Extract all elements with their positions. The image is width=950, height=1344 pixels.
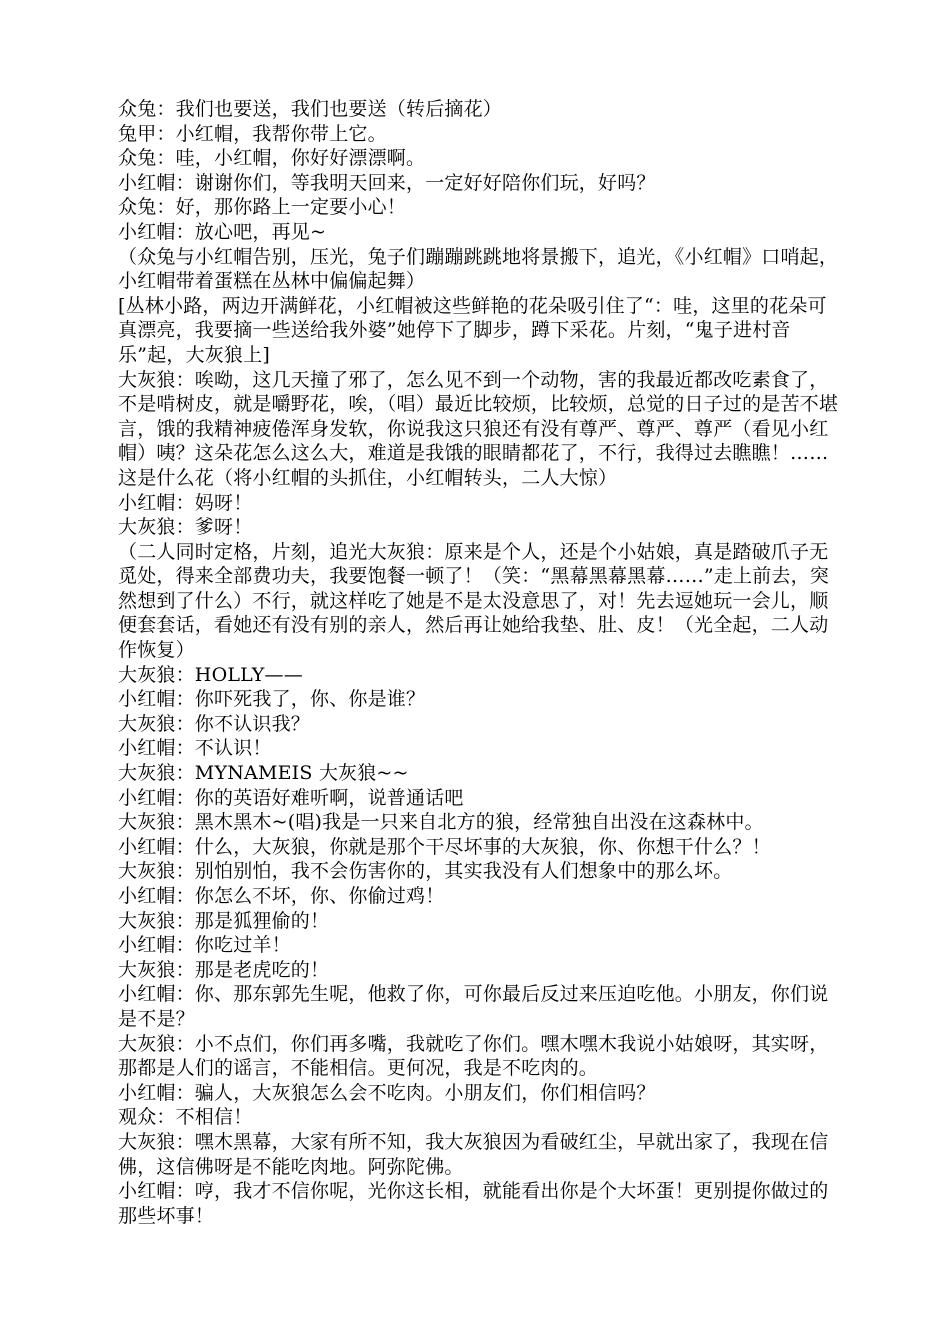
- stage-direction: （二人同时定格，片刻，追光大灰狼：原来是个人，还是个小姑娘，真是踏破爪子无觅处，得来全部费功夫，我要饱餐一顿了！（笑：“黑幕黑幕黑幕……”走上前去，突然想到了什么）不行，就这样吃了她是不是太没意思了，对！先去逗她玩一会儿，顺便套套话，看她还有没有别的亲人，然后再让她给我垫、肚、皮！（光全起，二人动作恢复）: [118, 540, 830, 662]
- dialogue-line: 兔甲：小红帽，我帮你带上它。: [118, 122, 387, 145]
- dialogue-line: 大灰狼：那是老虎吃的！: [118, 958, 330, 981]
- stage-direction: [丛林小路，两边开满鲜花，小红帽被这些鲜艳的花朵吸引住了“：哇，这里的花朵可真漂亮，我要摘一些送给我外婆”她停下了脚步，蹲下采花。片刻，“鬼子进村音乐”起，大灰狼上]: [118, 294, 827, 366]
- dialogue-line: 小红帽：你的英语好难听啊，说普通话吧: [118, 786, 464, 809]
- dialogue-line: 众兔：哇，小红帽，你好好漂漂啊。: [118, 147, 426, 170]
- dialogue-line: 大灰狼：你不认识我？: [118, 712, 311, 735]
- dialogue-line: 大灰狼：黑木黑木~(唱)我是一只来自北方的狼，经常独自出没在这森林中。: [118, 811, 764, 834]
- dialogue-line: 小红帽：你怎么不坏，你、你偷过鸡！: [118, 885, 445, 907]
- dialogue-line: 小红帽：不认识！: [118, 737, 272, 760]
- dialogue-line: 小红帽：你吓死我了，你、你是谁？: [118, 688, 426, 711]
- dialogue-line: 小红帽：骗人，大灰狼怎么会不吃肉。小朋友们，你们相信吗？: [118, 1081, 656, 1104]
- dialogue-line: 大灰狼：爹呀！: [118, 516, 253, 539]
- dialogue-line: 大灰狼：唉呦，这几天撞了邪了，怎么见不到一个动物，害的我最近都改吃素食了，不是啃树皮，就是嚼野花，唉，（唱）最近比较烦，比较烦，总觉的日子过的是苦不堪言，饿的我精神疲倦浑身发软，你说我这只狼还有没有尊严、尊严、尊严（看见小红帽）咦？这朵花怎么这么大，难道是我饿的眼睛都花了，不行，我得过去瞧瞧！……这是什么花（将小红帽的头抓住，小红帽转头，二人大惊）: [118, 368, 839, 489]
- dialogue-line: 小红帽：谢谢你们，等我明天回来，一定好好陪你们玩，好吗？: [118, 171, 656, 194]
- dialogue-line: 小红帽：什么，大灰狼，你就是那个干尽坏事的大灰狼，你、你想干什么？！: [118, 835, 771, 858]
- dialogue-line: 大灰狼：那是狐狸偷的！: [118, 909, 330, 932]
- dialogue-line: 小红帽：你吃过羊！: [118, 934, 291, 957]
- dialogue-line: 大灰狼：HOLLY——: [118, 663, 303, 686]
- dialogue-line: 大灰狼：MYNAMEIS 大灰狼~~: [118, 762, 409, 785]
- script-text: [118, 97, 840, 1228]
- dialogue-line: 小红帽：放心吧，再见~: [118, 220, 327, 243]
- dialogue-line: 众兔：好，那你路上一定要小心！: [118, 196, 407, 219]
- dialogue-line: 大灰狼：小不点们，你们再多嘴，我就吃了你们。嘿木嘿木我说小姑娘呀，其实呀，那都是人们的谣言，不能相信。更何况，我是不吃肉的。: [118, 1032, 829, 1080]
- dialogue-line: 观众：不相信！: [118, 1106, 253, 1129]
- dialogue-line: 众兔：我们也要送，我们也要送（转后摘花）: [118, 98, 503, 120]
- dialogue-line: 小红帽：你、那东郭先生呢，他救了你，可你最后反过来压迫吃他。小朋友，你们说是不是？: [118, 983, 829, 1030]
- dialogue-line: 大灰狼：嘿木黑幕，大家有所不知，我大灰狼因为看破红尘，早就出家了，我现在信佛，这信佛呀是不能吃肉地。阿弥陀佛。: [118, 1130, 829, 1178]
- stage-direction: （众兔与小红帽告别，压光，兔子们蹦蹦跳跳地将景搬下，追光，《小红帽》口哨起，小红帽带着蛋糕在丛林中偏偏起舞）: [118, 245, 839, 293]
- dialogue-line: 小红帽：哼，我才不信你呢，光你这长相，就能看出你是个大坏蛋！更别提你做过的那些坏事！: [118, 1180, 829, 1227]
- dialogue-line: 大灰狼：别怕别怕，我不会伤害你的，其实我没有人们想象中的那么坏。: [118, 860, 733, 883]
- dialogue-line: 小红帽：妈呀！: [118, 491, 253, 514]
